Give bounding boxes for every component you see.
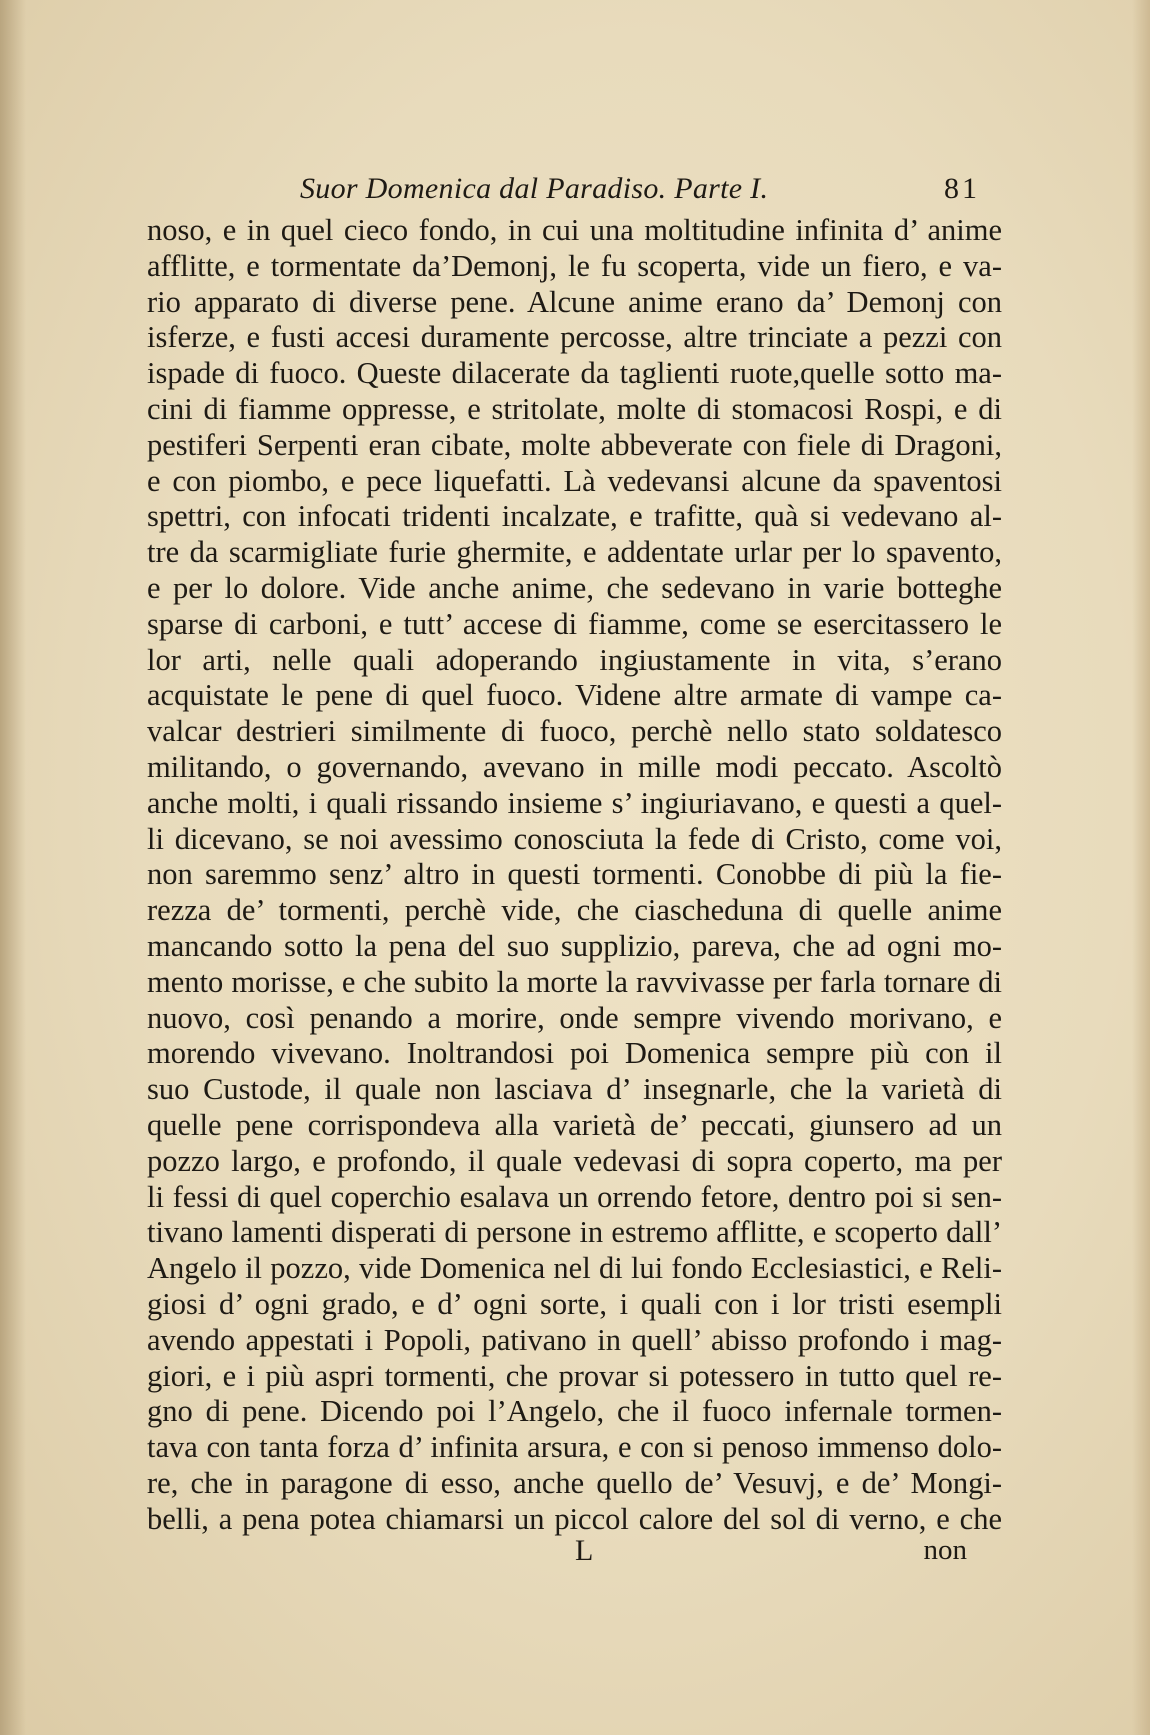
page-number: 81 xyxy=(944,172,980,205)
text-line: belli, a pena potea chiamarsi un piccol calore del sol di verno, e che xyxy=(147,1501,1002,1536)
text-line: sparse di carboni, e tutt’ accese di fiamme, come se esercitassero le xyxy=(147,606,1002,641)
signature-mark: L xyxy=(575,1534,594,1567)
text-line: Angelo il pozzo, vide Domenica nel di lui fondo Ecclesiastici, e Reli- xyxy=(147,1251,1002,1286)
page-edge-shadow xyxy=(1132,0,1150,1735)
text-line: valcar destrieri similmente di fuoco, perchè nello stato soldatesco xyxy=(147,714,1002,749)
text-line: tivano lamenti disperati di persone in estremo afflitte, e scoperto dall’ xyxy=(147,1215,1002,1250)
text-line: e per lo dolore. Vide anche anime, che sedevano in varie botteghe xyxy=(147,570,1002,605)
text-line: anche molti, i quali rissando insieme s’ ingiuriavano, e questi a quel- xyxy=(147,785,1002,820)
running-head: Suor Domenica dal Paradiso. Parte I. xyxy=(300,172,769,205)
page-header xyxy=(300,172,980,212)
text-line: giori, e i più aspri tormenti, che provar si potessero in tutto quel re- xyxy=(147,1358,1002,1393)
text-line: re, che in paragone di esso, anche quello de’ Vesuvj, e de’ Mongi- xyxy=(147,1465,1002,1500)
text-line: mento morisse, e che subito la morte la ravvivasse per farla tornare di xyxy=(147,964,1002,999)
text-line: ispade di fuoco. Queste dilacerate da taglienti ruote,quelle sotto ma- xyxy=(147,356,1002,391)
text-line: spettri, con infocati tridenti incalzate, e trafitte, quà si vedevano al- xyxy=(147,499,1002,534)
text-line: rezza de’ tormenti, perchè vide, che ciascheduna di quelle anime xyxy=(147,893,1002,928)
text-line: rio apparato di diverse pene. Alcune anime erano da’ Demonj con xyxy=(147,284,1002,319)
text-line: tava con tanta forza d’ infinita arsura, e con si penoso immenso dolo- xyxy=(147,1430,1002,1465)
gutter-shadow xyxy=(0,0,26,1735)
text-line: non saremmo senz’ altro in questi tormenti. Conobbe di più la fie- xyxy=(147,857,1002,892)
text-line: suo Custode, il quale non lasciava d’ insegnarle, che la varietà di xyxy=(147,1072,1002,1107)
text-line: pozzo largo, e profondo, il quale vedevasi di sopra coperto, ma per xyxy=(147,1143,1002,1178)
text-line: avendo appestati i Popoli, pativano in quell’ abisso profondo i mag- xyxy=(147,1322,1002,1357)
text-line: giosi d’ ogni grado, e d’ ogni sorte, i quali con i lor tristi esempli xyxy=(147,1286,1002,1321)
text-line: acquistate le pene di quel fuoco. Videne altre armate di vampe ca- xyxy=(147,678,1002,713)
text-line: afflitte, e tormentate da’Demonj, le fu scoperta, vide un fiero, e va- xyxy=(147,248,1002,283)
text-line: pestiferi Serpenti eran cibate, molte abbeverate con fiele di Dragoni, xyxy=(147,427,1002,462)
text-line: tre da scarmigliate furie ghermite, e addentate urlar per lo spavento, xyxy=(147,535,1002,570)
catchword: non xyxy=(923,1534,967,1566)
text-line: cini di fiamme oppresse, e stritolate, molte di stomacosi Rospi, e di xyxy=(147,391,1002,426)
text-line: quelle pene corrispondeva alla varietà de’ peccati, giunsero ad un xyxy=(147,1107,1002,1142)
text-line: li fessi di quel coperchio esalava un orrendo fetore, dentro poi si sen- xyxy=(147,1179,1002,1214)
text-line: isferze, e fusti accesi duramente percosse, altre trinciate a pezzi con xyxy=(147,320,1002,355)
text-line: noso, e in quel cieco fondo, in cui una moltitudine infinita d’ anime xyxy=(147,213,1002,247)
text-line: nuovo, così penando a morire, onde sempre vivendo morivano, e xyxy=(147,1000,1002,1035)
text-line: gno di pene. Dicendo poi l’Angelo, che il fuoco infernale tormen- xyxy=(147,1394,1002,1429)
text-line: lor arti, nelle quali adoperando ingiustamente in vita, s’erano xyxy=(147,642,1002,677)
page-footer xyxy=(147,1534,967,1574)
text-line: militando, o governando, avevano in mille modi peccato. Ascoltò xyxy=(147,749,1002,784)
text-line: e con piombo, e pece liquefatti. Là vedevansi alcune da spaventosi xyxy=(147,463,1002,498)
text-line: morendo vivevano. Inoltrandosi poi Domenica sempre più con il xyxy=(147,1036,1002,1071)
body-text xyxy=(147,213,1002,1537)
text-line: mancando sotto la pena del suo supplizio, pareva, che ad ogni mo- xyxy=(147,928,1002,963)
text-line: li dicevano, se noi avessimo conosciuta la fede di Cristo, come voi, xyxy=(147,821,1002,856)
